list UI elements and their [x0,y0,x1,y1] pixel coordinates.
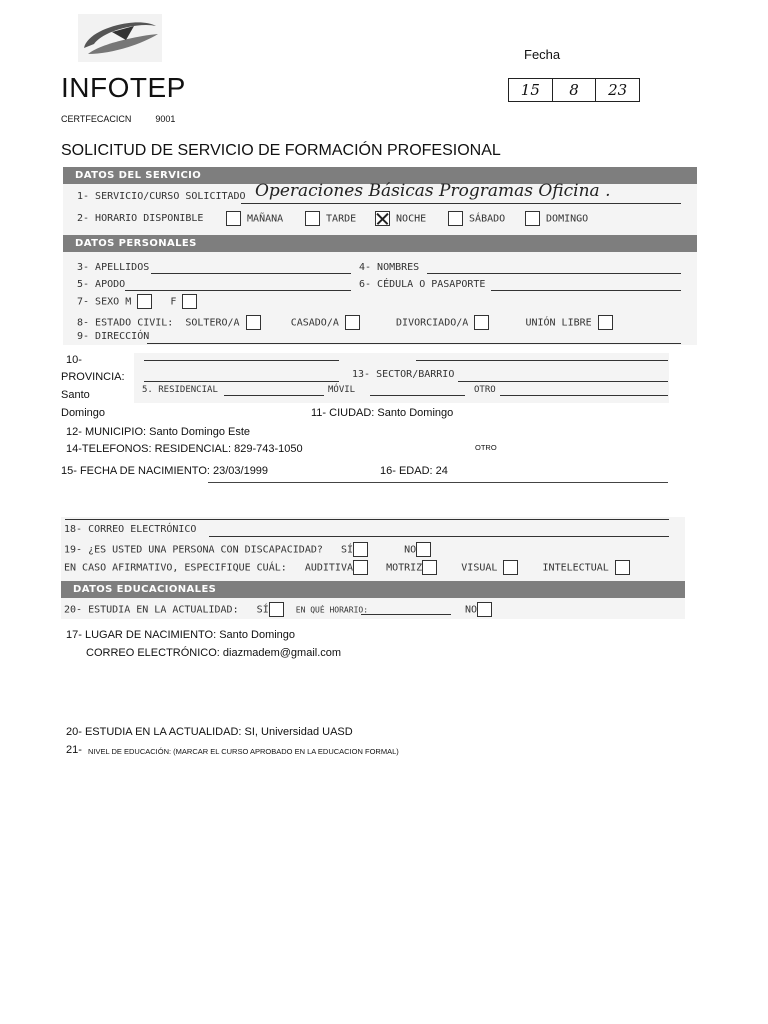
checkbox-disc-si[interactable] [353,542,368,557]
horario-label: 2- HORARIO DISPONIBLE [77,213,204,224]
horario-sabado[interactable]: SÁBADO [448,211,505,226]
estudia-field: 20- ESTUDIA EN LA ACTUALIDAD: SI, Universidad UASD [66,726,353,738]
nivel-number: 21- [66,744,82,756]
nombres-label: 4- NOMBRES [359,262,420,273]
provincia-label-2: PROVINCIA: [61,371,125,383]
cert-line [61,114,199,124]
correo-field: CORREO ELECTRÓNICO: diazmadem@gmail.com [86,647,342,659]
form-title: SOLICITUD DE SERVICIO DE FORMACIÓN PROFESIONAL [61,142,501,159]
infotep-logo [78,14,162,62]
fecha-mes: 8 [553,79,597,101]
horario-noche[interactable]: NOCHE [375,211,426,226]
municipio-field: 12- MUNICIPIO: Santo Domingo Este [66,426,251,438]
provincia-value-1: Santo [61,389,90,401]
checkbox-intelectual[interactable] [615,560,630,575]
residencial-scan: 5. RESIDENCIAL [142,385,218,395]
section-header-educacion: DATOS EDUCACIONALES [61,581,685,598]
checkbox[interactable] [226,211,241,226]
nacimiento-field: 15- FECHA DE NACIMIENTO: 23/03/1999 [61,465,269,477]
correo-scan-label: 18- CORREO ELECTRÓNICO [64,524,197,535]
servicio-label: 1- SERVICIO/CURSO SOLICITADO [77,191,246,202]
checkbox-union[interactable] [598,315,613,330]
checkbox-divorciado[interactable] [474,315,489,330]
estado-civil-field: 8- ESTADO CIVIL: SOLTERO/A CASADO/A DIVORCIADO/A UNIÓN LIBRE [77,315,613,330]
fecha-dia: 15 [509,79,553,101]
scan-strip-sector [134,353,669,403]
horario-domingo[interactable]: DOMINGO [525,211,588,226]
checkbox[interactable] [525,211,540,226]
lugar-nacimiento-field: 17- LUGAR DE NACIMIENTO: Santo Domingo [66,629,296,641]
checkbox[interactable] [448,211,463,226]
section-header-servicio: DATOS DEL SERVICIO [63,167,697,184]
fecha-ano: 23 [608,81,628,99]
estudia-scan-field: 20- ESTUDIA EN LA ACTUALIDAD: SÍ EN QUÉ HORARIO: [64,602,368,617]
scan-block-educacion [61,517,685,619]
cert-number: 9001 [155,114,176,124]
servicio-value[interactable]: Operaciones Básicas Programas Oficina . [255,181,611,201]
cedula-label: 6- CÉDULA O PASAPORTE [359,279,486,290]
ciudad-field: 11- CIUDAD: Santo Domingo [311,407,454,419]
checkbox-m[interactable] [137,294,152,309]
sector-label: 13- SECTOR/BARRIO [352,369,455,380]
cert-label: CERTFECACICN [61,114,132,124]
checkbox-f[interactable] [182,294,197,309]
checkbox-checked[interactable] [375,211,390,226]
apodo-label: 5- APODO [77,279,126,290]
checkbox-auditiva[interactable] [353,560,368,575]
page-title: INFOTEP [61,72,186,103]
tipo-discapacidad-field: EN CASO AFIRMATIVO, ESPECIFIQUE CUÁL: AUDITIVA MOTRIZ VISUAL INTELECTUAL [64,560,630,575]
checkbox-motriz[interactable] [422,560,437,575]
horario-tarde[interactable]: TARDE [305,211,356,226]
checkbox[interactable] [305,211,320,226]
direccion-label: 9- DIRECCIÓN [77,331,150,342]
section-header-personales: DATOS PERSONALES [63,235,697,252]
provincia-label-1: 10- [66,354,82,366]
checkbox-soltero[interactable] [246,315,261,330]
fecha-field[interactable] [508,78,640,102]
fecha-label: Fecha [524,47,561,62]
provincia-value-2: Domingo [61,407,106,419]
discapacidad-field: 19- ¿ES USTED UNA PERSONA CON DISCAPACIDAD? SÍ NO [64,542,431,557]
checkbox-casado[interactable] [345,315,360,330]
checkbox-disc-no[interactable] [416,542,431,557]
estudia-no-field: NO [465,602,492,617]
scan-block-personal [63,167,697,345]
nacimiento-underline [208,482,668,483]
telefonos-field: 14-TELEFONOS: RESIDENCIAL: 829-743-1050 [66,443,303,455]
otro-label: OTRO [475,443,497,452]
checkbox-estudia-si[interactable] [269,602,284,617]
nivel-label: NIVEL DE EDUCACIÓN: (MARCAR EL CURSO APROBADO EN LA EDUCACION FORMAL) [88,747,399,756]
checkbox-visual[interactable] [503,560,518,575]
sexo-field: 7- SEXO M F [77,294,197,309]
checkbox-estudia-no[interactable] [477,602,492,617]
horario-manana[interactable]: MAÑANA [226,211,283,226]
otro-scan: OTRO [474,385,496,395]
apellidos-label: 3- APELLIDOS [77,262,150,273]
edad-field: 16- EDAD: 24 [380,465,448,477]
movil-scan: MÓVIL [328,385,356,395]
